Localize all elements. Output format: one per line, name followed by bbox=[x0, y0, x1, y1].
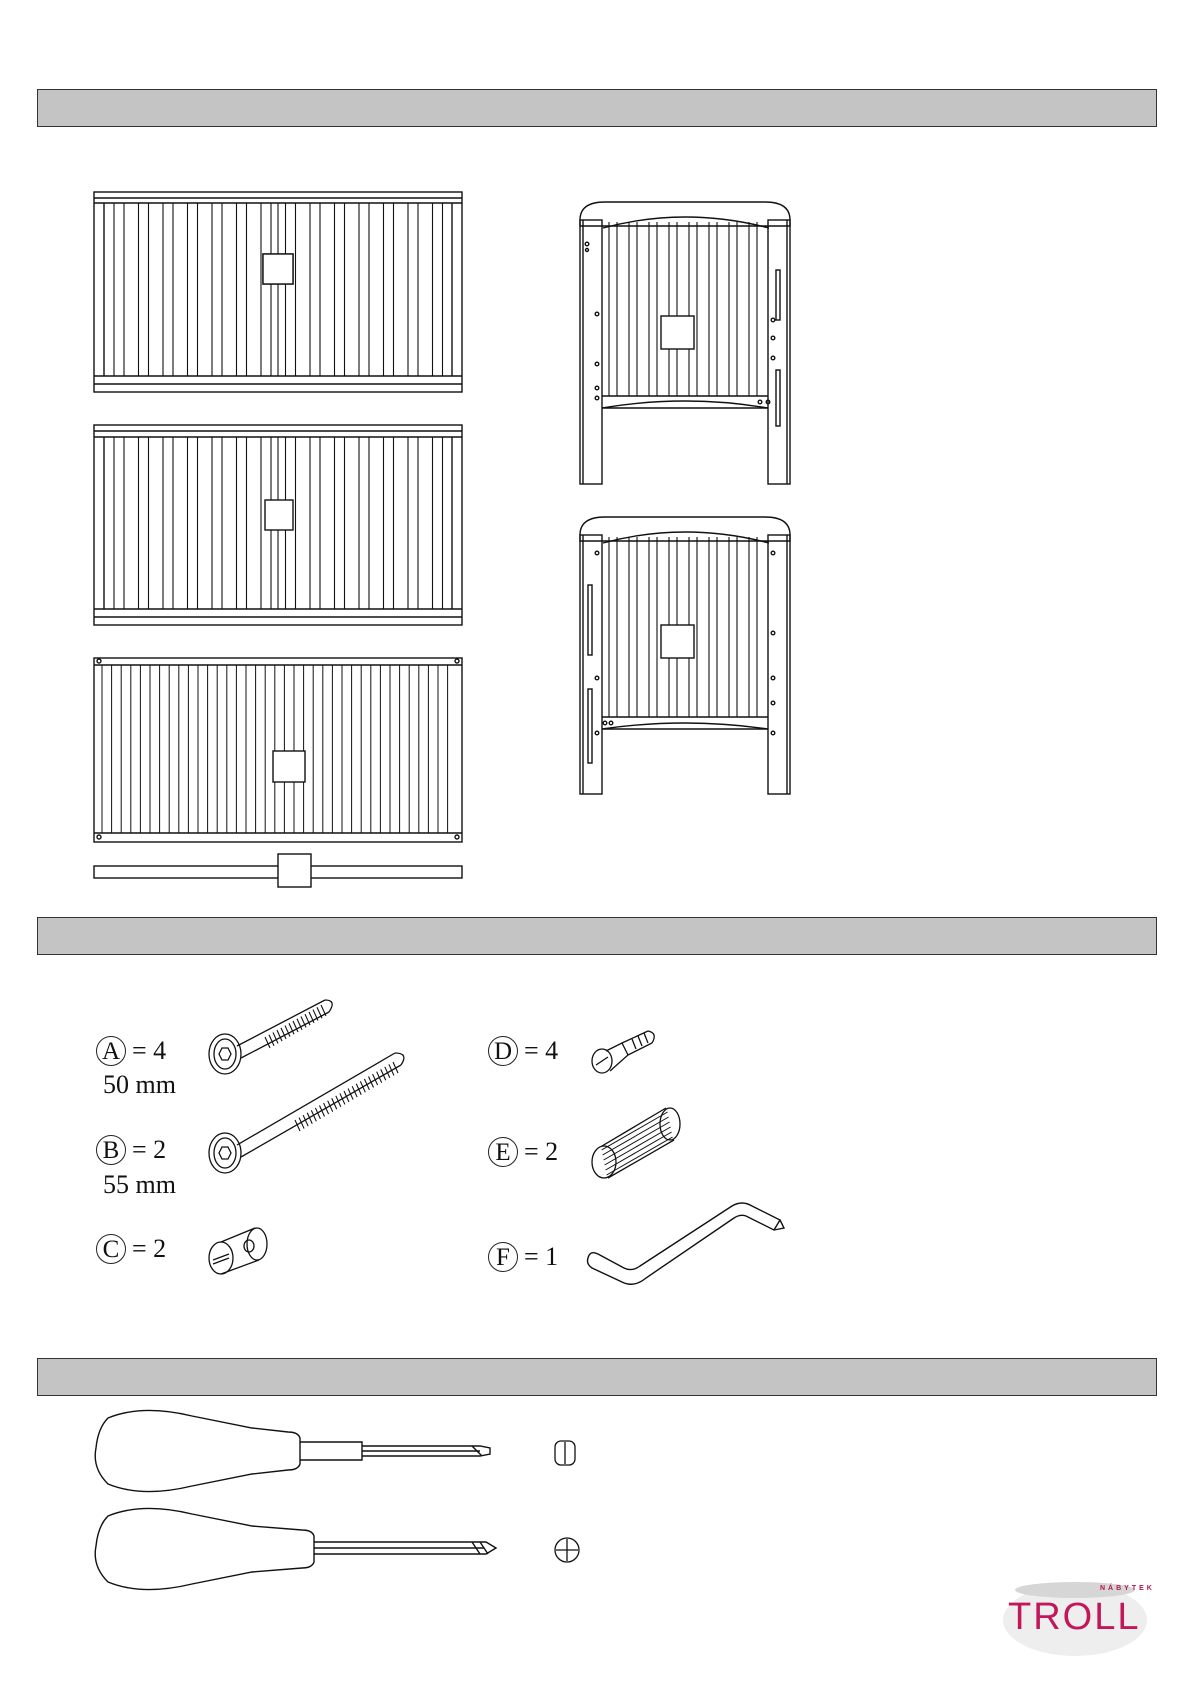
side-panel-2-illustration bbox=[92, 423, 464, 628]
wooden-dowel-icon bbox=[588, 1100, 688, 1184]
hardware-item-e bbox=[488, 1137, 558, 1167]
cross-tip-icon bbox=[552, 1535, 582, 1565]
hardware-item-a bbox=[96, 1036, 166, 1066]
head-end-1-illustration bbox=[575, 198, 795, 486]
hardware-item-b bbox=[96, 1135, 166, 1165]
section-header-parts bbox=[37, 89, 1157, 127]
hardware-size: 55 mm bbox=[103, 1170, 176, 1199]
allen-key-icon bbox=[584, 1198, 788, 1290]
hardware-item-c bbox=[96, 1234, 166, 1264]
hardware-letter: A bbox=[96, 1036, 126, 1066]
cross-bar-illustration bbox=[92, 852, 464, 888]
section-header-hardware bbox=[37, 917, 1157, 955]
hardware-letter: D bbox=[488, 1036, 518, 1066]
logo-brand: TROLL bbox=[1008, 1596, 1141, 1638]
head-end-2-illustration bbox=[575, 513, 795, 796]
side-panel-1-illustration bbox=[92, 190, 464, 395]
hardware-size: 50 mm bbox=[103, 1070, 176, 1099]
hardware-item-f bbox=[488, 1242, 558, 1272]
hardware-letter: B bbox=[96, 1135, 126, 1165]
hardware-item-d bbox=[488, 1036, 558, 1066]
phillips-screwdriver-illustration bbox=[92, 1506, 502, 1596]
hardware-qty: = 4 bbox=[524, 1036, 559, 1065]
hardware-qty: = 2 bbox=[132, 1234, 167, 1263]
slot-tip-icon bbox=[552, 1438, 578, 1468]
barrel-nut-icon bbox=[205, 1222, 275, 1278]
logo-tagline: NÁBYTEK bbox=[1100, 1585, 1155, 1592]
bolt-55mm-icon bbox=[205, 1045, 415, 1175]
hardware-qty: = 2 bbox=[132, 1135, 167, 1164]
hardware-qty: = 1 bbox=[524, 1242, 559, 1271]
cam-bolt-icon bbox=[588, 1025, 664, 1077]
hardware-letter: C bbox=[96, 1234, 126, 1264]
hardware-qty: = 2 bbox=[524, 1137, 559, 1166]
mattress-base-illustration bbox=[92, 656, 464, 848]
hardware-qty: = 4 bbox=[132, 1036, 167, 1065]
flat-screwdriver-illustration bbox=[92, 1408, 502, 1494]
hardware-letter: F bbox=[488, 1242, 518, 1272]
section-header-tools bbox=[37, 1358, 1157, 1396]
hardware-letter: E bbox=[488, 1137, 518, 1167]
